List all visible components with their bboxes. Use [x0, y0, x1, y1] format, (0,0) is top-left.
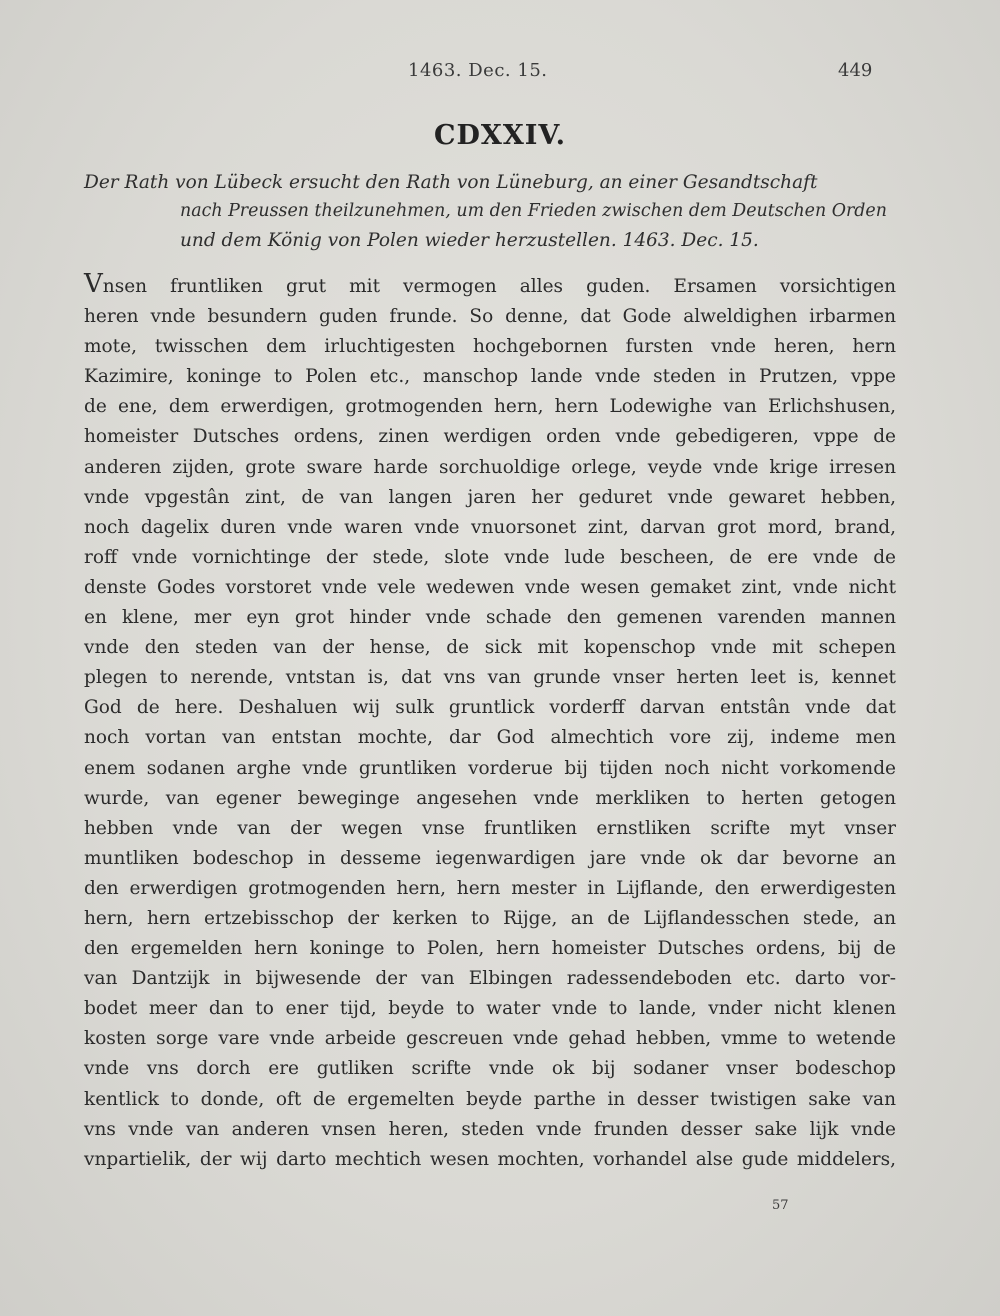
body-line: Kazimire, koninge to Polen etc., manschop lande vnde steden in Prutzen, vppe	[84, 366, 896, 388]
body-line: van Dantzijk in bijwesende der van Elbingen radessendeboden etc. darto vor-	[84, 968, 896, 990]
document-body	[84, 269, 896, 1175]
running-head-date: 1463. Dec. 15.	[408, 60, 548, 81]
body-line: kentlick to donde, oft de ergemelten beyde parthe in desser twistigen sake van	[84, 1088, 896, 1110]
body-line: wurde, van egener beweginge angesehen vnde merkliken to herten getogen	[84, 787, 896, 809]
body-line: bodet meer dan to ener tijd, beyde to water vnde to lande, vnder nicht klenen	[84, 998, 896, 1020]
body-line: den ergemelden hern koninge to Polen, hern homeister Dutsches ordens, bij de	[84, 938, 896, 960]
summary-line: und dem König von Polen wieder herzustellen. 1463. Dec. 15.	[180, 230, 759, 251]
body-line: God de here. Deshaluen wij sulk gruntlick vorderff darvan entstân vnde dat	[84, 697, 896, 719]
body-line: vnde vpgestân zint, de van langen jaren her geduret vnde gewaret hebben,	[84, 486, 896, 508]
body-line: kosten sorge vare vnde arbeide gescreuen vnde gehad hebben, vmme to wetende	[84, 1028, 896, 1050]
body-line: hebben vnde van der wegen vnse fruntliken ernstliken scrifte myt vnser	[84, 817, 896, 839]
body-line: vns vnde van anderen vnsen heren, steden vnde frunden desser sake lijk vnde	[84, 1118, 896, 1140]
body-line: homeister Dutsches ordens, zinen werdigen orden vnde gebedigeren, vppe de	[84, 426, 896, 448]
body-line: mote, twisschen dem irluchtigesten hochgebornen fursten vnde heren, hern	[84, 336, 896, 358]
signature-mark: 57	[772, 1198, 789, 1213]
body-line-text: nsen fruntliken grut mit vermogen alles guden. Ersamen vorsichtigen	[102, 276, 896, 297]
page-number: 449	[838, 60, 873, 81]
body-line: denste Godes vorstoret vnde vele wedewen vnde wesen gemaket zint, vnde nicht	[84, 576, 896, 598]
body-line: noch dagelix duren vnde waren vnde vnuorsonet zint, darvan grot mord, brand,	[84, 516, 896, 538]
body-line: anderen zijden, grote sware harde sorchuoldige orlege, veyde vnde krige irresen	[84, 456, 896, 478]
body-line: den erwerdigen grotmogenden hern, hern mester in Lijflande, den erwerdigesten	[84, 877, 896, 899]
body-line: hern, hern ertzebisschop der kerken to Rijge, an de Lijflandesschen stede, an	[84, 907, 896, 929]
body-line: enem sodanen arghe vnde gruntliken vorderue bij tijden noch nicht vorkomende	[84, 757, 896, 779]
document-number-heading: CDXXIV.	[433, 120, 567, 151]
body-line: vnpartielik, der wij darto mechtich wesen mochten, vorhandel alse gude middelers,	[84, 1148, 896, 1170]
summary-line: Der Rath von Lübeck ersucht den Rath von Lüneburg, an einer Gesandtschaft	[84, 172, 818, 193]
body-line: noch vortan van entstan mochte, dar God almechtich vore zij, indeme men	[84, 727, 896, 749]
body-line: vnde den steden van der hense, de sick mit kopenschop vnde mit schepen	[84, 637, 896, 659]
body-line: en klene, mer eyn grot hinder vnde schade den gemenen varenden mannen	[84, 607, 896, 629]
body-line: plegen to nerende, vntstan is, dat vns van grunde vnser herten leet is, kennet	[84, 667, 896, 689]
document-summary	[84, 168, 894, 255]
body-line: roff vnde vornichtinge der stede, slote vnde lude bescheen, de ere vnde de	[84, 546, 896, 568]
drop-initial: V	[84, 269, 103, 299]
body-line: muntliken bodeschop in desseme iegenwardigen jare vnde ok dar bevorne an	[84, 847, 896, 869]
body-line	[84, 269, 896, 302]
summary-line: nach Preussen theilzunehmen, um den Frieden zwischen dem Deutschen Orden	[180, 201, 887, 221]
body-line: vnde vns dorch ere gutliken scrifte vnde ok bij sodaner vnser bodeschop	[84, 1058, 896, 1080]
body-line: de ene, dem erwerdigen, grotmogenden hern, hern Lodewighe van Erlichshusen,	[84, 396, 896, 418]
running-head	[0, 60, 1000, 90]
body-line: heren vnde besundern guden frunde. So denne, dat Gode alweldighen irbarmen	[84, 306, 896, 328]
